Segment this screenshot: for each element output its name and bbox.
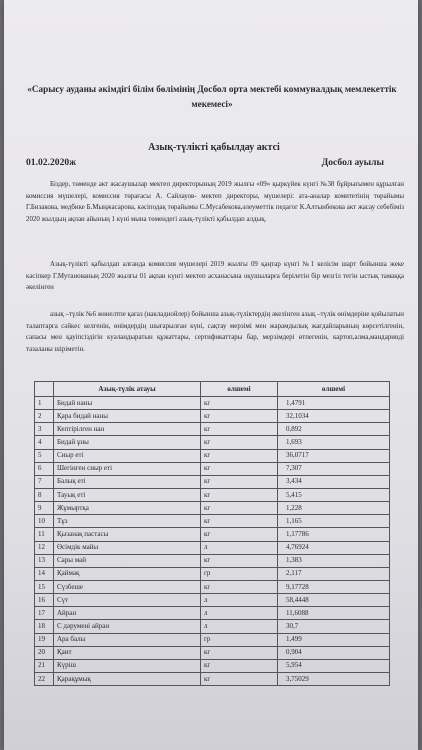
item-quantity: 11,6088 bbox=[278, 607, 390, 620]
item-name: Бидай наны bbox=[54, 397, 201, 410]
row-number: 2 bbox=[35, 410, 54, 423]
row-number: 17 bbox=[35, 607, 54, 620]
item-name: Қара бидай наны bbox=[54, 410, 201, 423]
item-name: Қаймақ bbox=[54, 567, 201, 580]
table-row bbox=[35, 633, 390, 646]
item-quantity: 1,165 bbox=[278, 515, 390, 528]
table-row bbox=[35, 515, 390, 528]
item-unit: л bbox=[201, 607, 278, 620]
item-name: Қызанақ пастасы bbox=[54, 528, 201, 541]
item-name: Балық еті bbox=[54, 475, 201, 488]
table-row bbox=[35, 462, 390, 475]
table-row bbox=[35, 580, 390, 593]
item-unit: гр bbox=[201, 567, 278, 580]
row-number: 22 bbox=[35, 672, 54, 685]
item-name: Бидай ұны bbox=[54, 436, 201, 449]
item-quantity: 5,954 bbox=[278, 659, 390, 672]
paragraph-requirements: азық –түлік №6 жөнелтпе қағаз (накладнойлер) бойынша азық-түліктердің әкелінген азық –түлік өнімдеріне қойылатын талаптарға сәйкес келгенін, өнімдердің шығарылған күні, сақтау мерзімі мен жарамдылық жағдайларының көрсетілгенін, сапасы мен қауіпсіздігін куәландыратын құжаттары, сертификаттары бар, мерзімдері өтпегенін, картоп,алма,мандаринді тазаланы шіріметін. bbox=[26, 311, 404, 353]
item-name: Сары май bbox=[54, 554, 201, 567]
item-name: Шегінген сиыр еті bbox=[54, 462, 201, 475]
item-quantity: 1,4791 bbox=[278, 397, 390, 410]
item-quantity: 32,1034 bbox=[278, 410, 390, 423]
table-row bbox=[35, 410, 390, 423]
table-row bbox=[35, 594, 390, 607]
item-quantity: 1,228 bbox=[278, 502, 390, 515]
table-row bbox=[35, 554, 390, 567]
item-name: Айран bbox=[54, 607, 201, 620]
table-row bbox=[35, 423, 390, 436]
row-number: 19 bbox=[35, 633, 54, 646]
document-page bbox=[4, 0, 418, 750]
food-items-table bbox=[34, 381, 390, 686]
document-date: 01.02.2020ж bbox=[26, 157, 77, 168]
row-number: 18 bbox=[35, 620, 54, 633]
item-unit: кг bbox=[201, 580, 278, 593]
row-number: 8 bbox=[35, 488, 54, 501]
item-quantity: 3,75029 bbox=[278, 672, 390, 685]
table-header-row bbox=[35, 382, 390, 397]
row-number: 10 bbox=[35, 515, 54, 528]
row-number: 21 bbox=[35, 659, 54, 672]
row-number: 4 bbox=[35, 436, 54, 449]
item-unit: кг bbox=[201, 672, 278, 685]
table-row bbox=[35, 659, 390, 672]
item-unit: кг bbox=[201, 449, 278, 462]
item-unit: л bbox=[201, 620, 278, 633]
col-header-unit: өлшемі bbox=[201, 382, 278, 397]
col-header-number bbox=[35, 382, 54, 397]
item-quantity: 9,17728 bbox=[278, 580, 390, 593]
item-name: С дәрумені айран bbox=[54, 620, 201, 633]
row-number: 6 bbox=[35, 462, 54, 475]
item-name: Кептірілген нан bbox=[54, 423, 201, 436]
table-row bbox=[35, 607, 390, 620]
item-unit: кг bbox=[201, 436, 278, 449]
table-row bbox=[35, 397, 390, 410]
item-name: Сүзбеше bbox=[54, 580, 201, 593]
item-unit: кг bbox=[201, 488, 278, 501]
item-quantity: 1,499 bbox=[278, 633, 390, 646]
item-quantity: 4,76924 bbox=[278, 541, 390, 554]
item-unit: кг bbox=[201, 528, 278, 541]
item-quantity: 1,383 bbox=[278, 554, 390, 567]
paragraph-contract: Азық-түлікті қабылдап алғанда комиссия мүшелері 2019 жылғы 09 қаңтар күнгі №1 келісім шарт бойынша жеке кәсіпкер Г.Мутанованың 2020 жылғы 01 ақпан күнгі мектеп асханасына оқушыларға берілетін бір мезгіл тегін ыстық тамаққа әкелінген bbox=[26, 261, 404, 292]
item-unit: кг bbox=[201, 423, 278, 436]
item-unit: кг bbox=[201, 475, 278, 488]
item-name: Қант bbox=[54, 646, 201, 659]
row-number: 20 bbox=[35, 646, 54, 659]
item-name: Жұмыртқа bbox=[54, 502, 201, 515]
table-row bbox=[35, 475, 390, 488]
row-number: 12 bbox=[35, 541, 54, 554]
item-unit: кг bbox=[201, 502, 278, 515]
item-quantity: 0,892 bbox=[278, 423, 390, 436]
item-quantity: 58,4448 bbox=[278, 594, 390, 607]
item-name: Қарақұмық bbox=[54, 672, 201, 685]
item-quantity: 0,904 bbox=[278, 646, 390, 659]
table-row bbox=[35, 672, 390, 685]
table-row bbox=[35, 449, 390, 462]
table-row bbox=[35, 646, 390, 659]
item-quantity: 2,117 bbox=[278, 567, 390, 580]
table-row bbox=[35, 528, 390, 541]
table-row bbox=[35, 436, 390, 449]
item-unit: кг bbox=[201, 646, 278, 659]
row-number: 3 bbox=[35, 423, 54, 436]
item-name: Тауық еті bbox=[54, 488, 201, 501]
row-number: 1 bbox=[35, 397, 54, 410]
row-number: 9 bbox=[35, 502, 54, 515]
table-row bbox=[35, 567, 390, 580]
row-number: 14 bbox=[35, 567, 54, 580]
item-quantity: 1,693 bbox=[278, 436, 390, 449]
table-row bbox=[35, 502, 390, 515]
row-number: 15 bbox=[35, 580, 54, 593]
item-name: Ара балы bbox=[54, 633, 201, 646]
table-row bbox=[35, 541, 390, 554]
row-number: 11 bbox=[35, 528, 54, 541]
document-title: Азық-түлікті қабылдау актсі bbox=[148, 142, 280, 153]
col-header-quantity: өлшемі bbox=[278, 382, 390, 397]
paragraph-commission: Біздер, төменде акт жасаушылар мектеп директорының 2019 жылғы «09» қыркүйек күнгі №38 бұйрығымен құрылған комиссия мүшелері, комиссия төрағасы А. Сайлауов- мектеп директоры, мүшелері: ата-аналар комитетінің төрайымы Г.Бизакова, медбике Б.Мыңжасарова, кәсіподақ төрайымы С.Мусабекова,әлеуметтік педагог К.Алтынбекова акт жасау себебіміз 2020 жылдың ақпан айының 1 күні мына төмендегі азық-түлікті қабылдап алдық. bbox=[26, 181, 404, 223]
item-name: Сүт bbox=[54, 594, 201, 607]
row-number: 13 bbox=[35, 554, 54, 567]
item-unit: кг bbox=[201, 410, 278, 423]
item-unit: кг bbox=[201, 515, 278, 528]
item-quantity: 7,307 bbox=[278, 462, 390, 475]
table-row bbox=[35, 620, 390, 633]
col-header-name: Азық-түлік атауы bbox=[54, 382, 201, 397]
item-quantity: 3,434 bbox=[278, 475, 390, 488]
item-unit: л bbox=[201, 541, 278, 554]
row-number: 16 bbox=[35, 594, 54, 607]
item-quantity: 30,7 bbox=[278, 620, 390, 633]
organization-heading: «Сарысу ауданы әкімдігі білім бөлімінің Досбол орта мектебі коммуналдық мемлекеттік мекемесі» bbox=[27, 84, 397, 109]
item-unit: гр bbox=[201, 633, 278, 646]
item-name: Сиыр еті bbox=[54, 449, 201, 462]
item-name: Өсімдік майы bbox=[54, 541, 201, 554]
item-unit: л bbox=[201, 594, 278, 607]
item-unit: кг bbox=[201, 462, 278, 475]
item-unit: кг bbox=[201, 659, 278, 672]
item-name: Тұз bbox=[54, 515, 201, 528]
item-name: Күріш bbox=[54, 659, 201, 672]
item-quantity: 5,415 bbox=[278, 488, 390, 501]
row-number: 7 bbox=[35, 475, 54, 488]
table-row bbox=[35, 488, 390, 501]
document-place: Досбол ауылы bbox=[321, 157, 384, 168]
item-unit: кг bbox=[201, 397, 278, 410]
item-quantity: 36,0717 bbox=[278, 449, 390, 462]
item-quantity: 1,17786 bbox=[278, 528, 390, 541]
item-unit: кг bbox=[201, 554, 278, 567]
row-number: 5 bbox=[35, 449, 54, 462]
